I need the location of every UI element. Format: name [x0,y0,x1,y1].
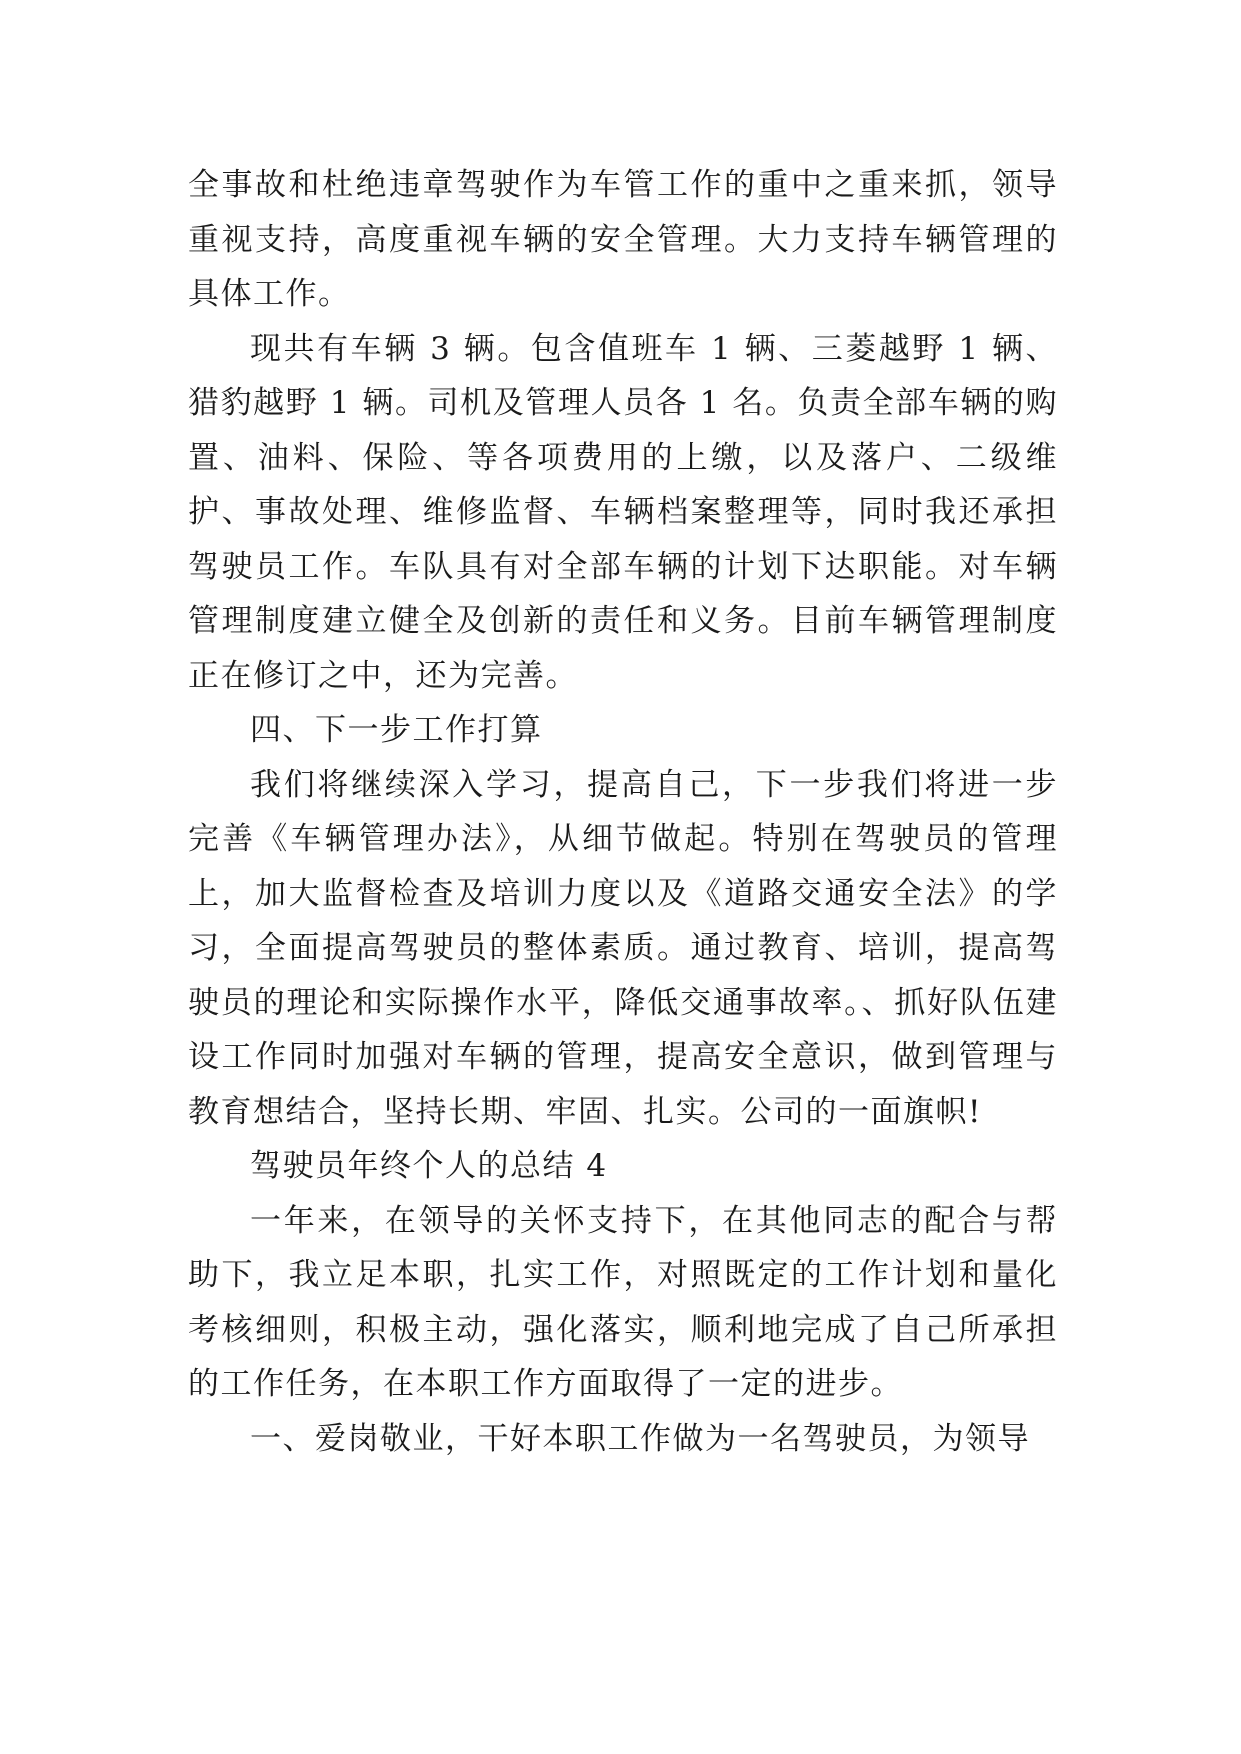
document-body [188,158,1058,1466]
section-title-summary-4: 驾驶员年终个人的总结 4 [250,1148,608,1184]
section-heading-next-steps: 四、下一步工作打算 [250,712,543,748]
paragraph-vehicle-inventory: 现共有车辆 3 辆。包含值班车 1 辆、三菱越野 1 辆、猎豹越野 1 辆。司机及管理人员各 1 名。负责全部车辆的购置、油料、保险、等各项费用的上缴，以及落户、二级维护、事故处理、维修监督、车辆档案整理等，同时我还承担驾驶员工作。车队具有对全部车辆的计划下达职能。对车辆管理制度建立健全及创新的责任和义务。目前车辆管理制度正在修订之中，还为完善。 [188,330,1058,694]
paragraph-year-review: 一年来，在领导的关怀支持下，在其他同志的配合与帮助下，我立足本职，扎实工作，对照既定的工作计划和量化考核细则，积极主动，强化落实，顺利地完成了自己所承担的工作任务，在本职工作方面取得了一定的进步。 [188,1202,1058,1402]
paragraph-dedication: 一、爱岗敬业，干好本职工作做为一名驾驶员，为领导 [250,1420,1030,1457]
paragraph-next-steps: 我们将继续深入学习，提高自己，下一步我们将进一步完善《车辆管理办法》，从细节做起。特别在驾驶员的管理上，加大监督检查及培训力度以及《道路交通安全法》的学习，全面提高驾驶员的整体素质。通过教育、培训，提高驾驶员的理论和实际操作水平，降低交通事故率。、抓好队伍建设工作同时加强对车辆的管理，提高安全意识，做到管理与教育想结合，坚持长期、牢固、扎实。公司的一面旗帜! [188,766,1058,1130]
paragraph-safety-focus: 全事故和杜绝违章驾驶作为车管工作的重中之重来抓，领导重视支持，高度重视车辆的安全管理。大力支持车辆管理的具体工作。 [188,167,1058,312]
